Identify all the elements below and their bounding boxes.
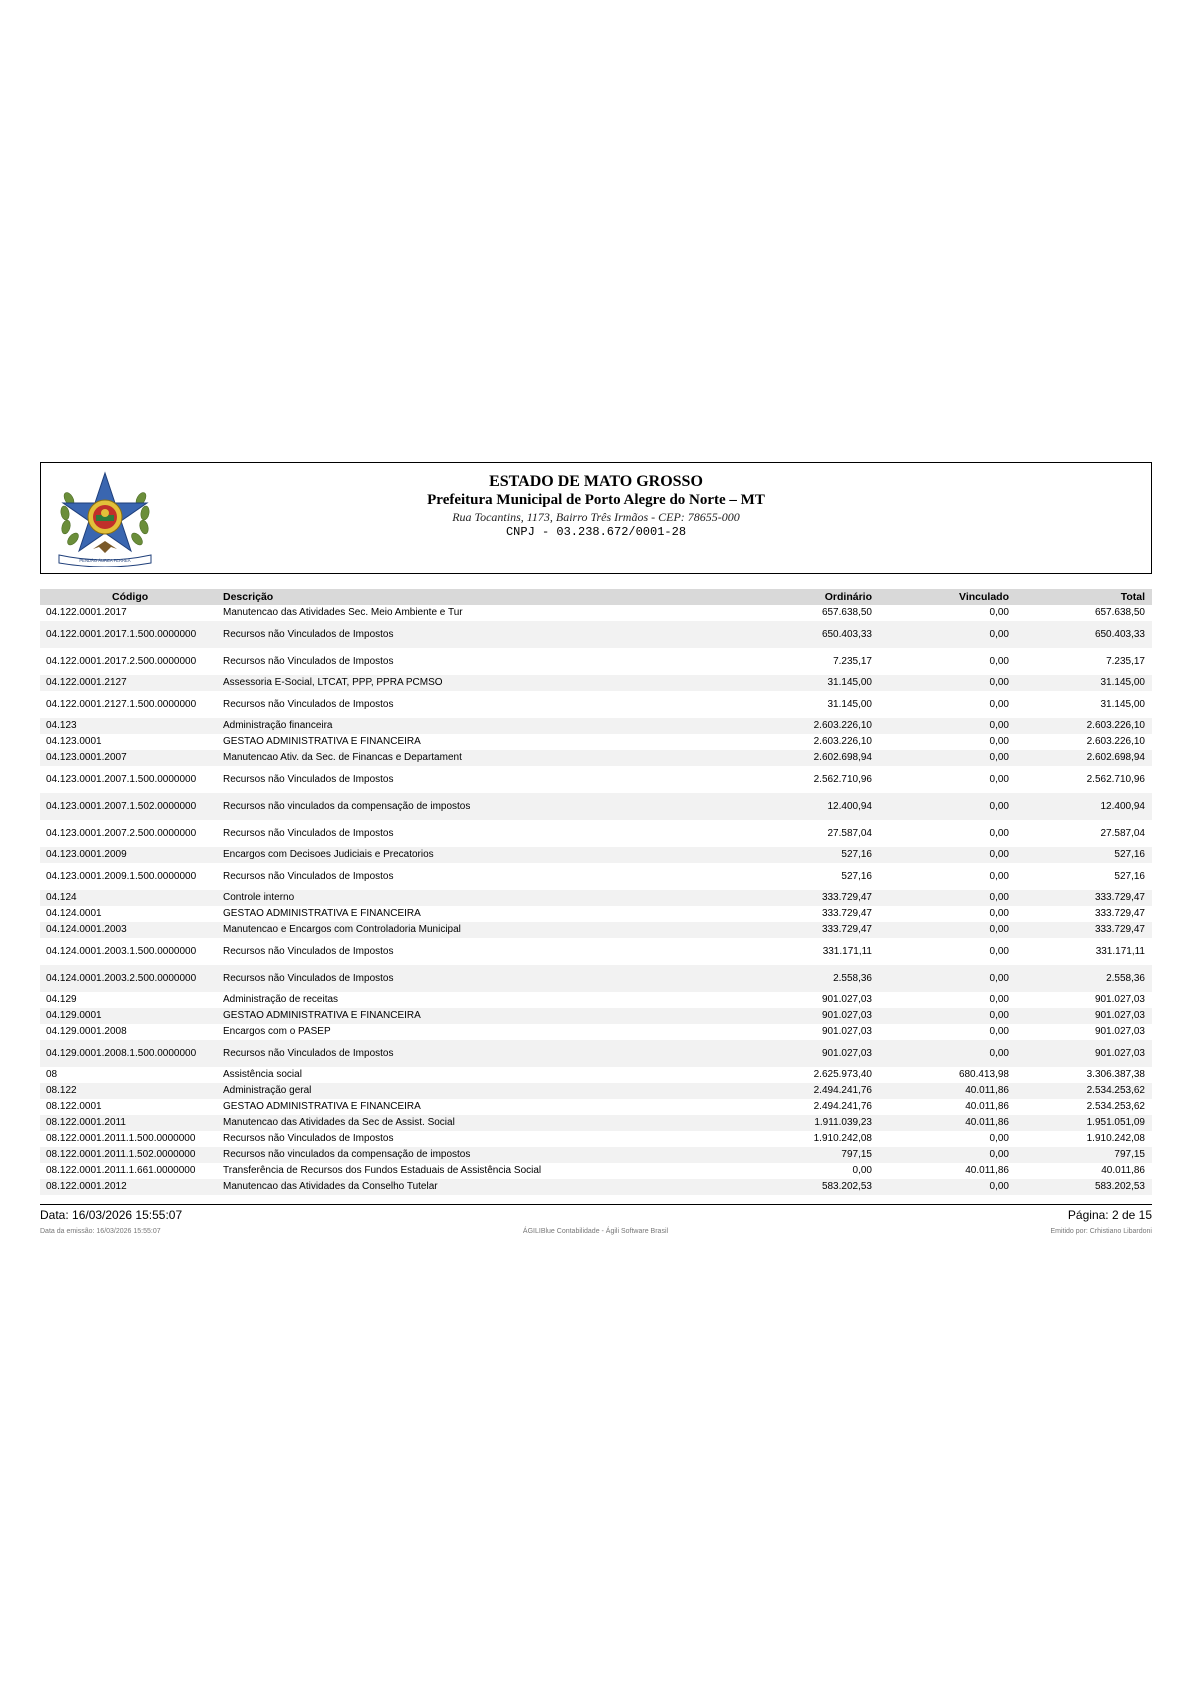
- row-total: 901.027,03: [1094, 1026, 1145, 1037]
- row-linked: 0,00: [989, 924, 1009, 935]
- row-ordinary: 333.729,47: [821, 908, 872, 919]
- row-description: Assistência social: [223, 1069, 302, 1080]
- row-linked: 0,00: [989, 1181, 1009, 1192]
- row-total: 27.587,04: [1100, 828, 1145, 839]
- table-row: [40, 1008, 1152, 1024]
- row-code: 08: [46, 1069, 58, 1080]
- row-total: 2.534.253,62: [1086, 1101, 1145, 1112]
- row-description: Manutencao das Atividades da Sec de Assist. Social: [223, 1117, 455, 1128]
- table-row: [40, 750, 1152, 766]
- row-description: Recursos não vinculados da compensação de impostos: [223, 801, 471, 812]
- table-row: [40, 734, 1152, 750]
- row-code: 04.124.0001.2003: [46, 924, 127, 935]
- row-description: Recursos não Vinculados de Impostos: [223, 871, 394, 882]
- row-linked: 0,00: [989, 1149, 1009, 1160]
- row-code: 04.129.0001.2008.1.500.0000000: [46, 1048, 197, 1059]
- state-name: ESTADO DE MATO GROSSO: [489, 473, 703, 490]
- table-row: [40, 793, 1152, 820]
- city-hall-name: Prefeitura Municipal de Porto Alegre do Norte – MT: [427, 492, 765, 508]
- row-total: 657.638,50: [1094, 607, 1145, 618]
- table-row: [40, 1040, 1152, 1067]
- row-description: Recursos não Vinculados de Impostos: [223, 699, 394, 710]
- table-row: [40, 648, 1152, 675]
- row-description: Administração geral: [223, 1085, 312, 1096]
- row-total: 2.558,36: [1106, 973, 1145, 984]
- row-linked: 0,00: [989, 699, 1009, 710]
- row-ordinary: 331.171,11: [822, 946, 872, 957]
- row-code: 08.122.0001.2012: [46, 1181, 127, 1192]
- row-total: 31.145,00: [1100, 677, 1145, 688]
- row-description: Administração de receitas: [223, 994, 339, 1005]
- row-ordinary: 901.027,03: [821, 1010, 872, 1021]
- table-row: [40, 691, 1152, 718]
- table-row: [40, 863, 1152, 890]
- row-code: 08.122.0001: [46, 1101, 102, 1112]
- row-ordinary: 527,16: [841, 849, 872, 860]
- row-linked: 0,00: [989, 736, 1009, 747]
- row-linked: 0,00: [989, 1048, 1009, 1059]
- row-linked: 40.011,86: [965, 1101, 1009, 1112]
- footer-date: Data: 16/03/2026 15:55:07: [40, 1208, 183, 1222]
- row-ordinary: 2.603.226,10: [813, 736, 872, 747]
- col-ordinary-header: Ordinário: [824, 591, 872, 603]
- row-linked: 0,00: [989, 871, 1009, 882]
- row-total: 2.603.226,10: [1086, 736, 1145, 747]
- row-code: 04.124.0001.2003.1.500.0000000: [46, 946, 197, 957]
- row-code: 04.122.0001.2017.1.500.0000000: [46, 629, 197, 640]
- table-row: [40, 1131, 1152, 1147]
- row-linked: 680.413,98: [958, 1069, 1009, 1080]
- row-total: 1.951.051,09: [1086, 1117, 1145, 1128]
- col-linked-header: Vinculado: [959, 591, 1009, 603]
- row-description: Recursos não Vinculados de Impostos: [223, 1048, 394, 1059]
- row-code: 04.122.0001.2017: [46, 607, 127, 618]
- row-linked: 0,00: [989, 1133, 1009, 1144]
- row-code: 04.123: [46, 720, 77, 731]
- row-code: 08.122.0001.2011.1.502.0000000: [46, 1149, 196, 1160]
- table-row: [40, 766, 1152, 793]
- row-total: 527,16: [1114, 849, 1145, 860]
- row-code: 04.124.0001.2003.2.500.0000000: [46, 973, 197, 984]
- row-description: Recursos não Vinculados de Impostos: [223, 1133, 394, 1144]
- row-description: Administração financeira: [223, 720, 333, 731]
- row-ordinary: 7.235,17: [833, 656, 872, 667]
- row-linked: 0,00: [989, 973, 1009, 984]
- row-description: Recursos não Vinculados de Impostos: [223, 656, 394, 667]
- row-code: 04.124.0001: [46, 908, 102, 919]
- row-linked: 0,00: [989, 994, 1009, 1005]
- row-description: Recursos não Vinculados de Impostos: [223, 946, 394, 957]
- row-total: 797,15: [1114, 1149, 1145, 1160]
- table-row: [40, 965, 1152, 992]
- row-ordinary: 2.603.226,10: [813, 720, 872, 731]
- table-body: [40, 605, 1152, 1195]
- table-row: [40, 1024, 1152, 1040]
- row-linked: 0,00: [989, 801, 1009, 812]
- row-total: 3.306.387,38: [1086, 1069, 1145, 1080]
- row-total: 1.910.242,08: [1086, 1133, 1145, 1144]
- table-row: [40, 718, 1152, 734]
- row-total: 12.400,94: [1100, 801, 1145, 812]
- row-code: 04.123.0001: [46, 736, 102, 747]
- table-row: [40, 1083, 1152, 1099]
- row-linked: 0,00: [989, 752, 1009, 763]
- row-linked: 0,00: [989, 828, 1009, 839]
- row-linked: 0,00: [989, 892, 1009, 903]
- row-ordinary: 2.494.241,76: [813, 1101, 872, 1112]
- row-ordinary: 527,16: [841, 871, 872, 882]
- table-row: [40, 922, 1152, 938]
- col-total-header: Total: [1120, 591, 1145, 603]
- row-ordinary: 901.027,03: [821, 1026, 872, 1037]
- row-code: 08.122.0001.2011: [46, 1117, 126, 1128]
- table-row: [40, 847, 1152, 863]
- row-description: GESTAO ADMINISTRATIVA E FINANCEIRA: [223, 908, 421, 919]
- row-description: GESTAO ADMINISTRATIVA E FINANCEIRA: [223, 736, 421, 747]
- emission-date: Data da emissão: 16/03/2026 15:55:07: [40, 1228, 161, 1235]
- col-description-header: Descrição: [223, 591, 274, 603]
- table-row: [40, 621, 1152, 648]
- row-total: 2.562.710,96: [1086, 774, 1145, 785]
- row-ordinary: 1.911.039,23: [814, 1117, 872, 1128]
- row-linked: 0,00: [989, 849, 1009, 860]
- table-row: [40, 820, 1152, 847]
- row-total: 2.602.698,94: [1086, 752, 1145, 763]
- row-code: 04.129.0001: [46, 1010, 102, 1021]
- row-ordinary: 901.027,03: [821, 1048, 872, 1059]
- table-row: [40, 675, 1152, 691]
- row-total: 583.202,53: [1094, 1181, 1145, 1192]
- row-ordinary: 31.145,00: [827, 677, 872, 688]
- row-linked: 0,00: [989, 677, 1009, 688]
- row-description: Manutencao e Encargos com Controladoria Municipal: [223, 924, 461, 935]
- row-description: Recursos não Vinculados de Impostos: [223, 828, 394, 839]
- row-code: 04.123.0001.2009.1.500.0000000: [46, 871, 197, 882]
- row-ordinary: 2.562.710,96: [813, 774, 872, 785]
- row-total: 527,16: [1114, 871, 1145, 882]
- row-description: Manutencao das Atividades da Conselho Tutelar: [223, 1181, 438, 1192]
- row-ordinary: 797,15: [841, 1149, 872, 1160]
- row-total: 333.729,47: [1094, 924, 1145, 935]
- row-ordinary: 901.027,03: [821, 994, 872, 1005]
- row-total: 2.603.226,10: [1086, 720, 1145, 731]
- row-total: 901.027,03: [1094, 1048, 1145, 1059]
- table-row: [40, 605, 1152, 621]
- row-ordinary: 27.587,04: [827, 828, 872, 839]
- row-linked: 0,00: [989, 720, 1009, 731]
- row-total: 2.534.253,62: [1086, 1085, 1145, 1096]
- row-linked: 0,00: [989, 656, 1009, 667]
- row-ordinary: 2.625.973,40: [813, 1069, 872, 1080]
- row-description: Manutencao Ativ. da Sec. de Financas e Departament: [223, 752, 462, 763]
- logo-ribbon-text: PENDÃO ÁUREA FERREA: [79, 558, 131, 563]
- row-linked: 0,00: [989, 908, 1009, 919]
- row-description: GESTAO ADMINISTRATIVA E FINANCEIRA: [223, 1101, 421, 1112]
- row-total: 901.027,03: [1094, 994, 1145, 1005]
- row-linked: 40.011,86: [965, 1117, 1009, 1128]
- row-code: 04.123.0001.2007: [46, 752, 127, 763]
- row-description: Manutencao das Atividades Sec. Meio Ambiente e Tur: [223, 607, 463, 618]
- table-row: [40, 1163, 1152, 1179]
- table-row: [40, 1147, 1152, 1163]
- row-code: 08.122.0001.2011.1.500.0000000: [46, 1133, 196, 1144]
- header-text: [41, 472, 1151, 539]
- row-description: Recursos não vinculados da compensação de impostos: [223, 1149, 471, 1160]
- row-code: 08.122: [46, 1085, 77, 1096]
- table-row: [40, 992, 1152, 1008]
- row-code: 04.129: [46, 994, 77, 1005]
- row-ordinary: 1.910.242,08: [813, 1133, 872, 1144]
- row-ordinary: 333.729,47: [821, 892, 872, 903]
- row-ordinary: 583.202,53: [821, 1181, 872, 1192]
- address: Rua Tocantins, 1173, Bairro Três Irmãos - CEP: 78655-000: [452, 510, 740, 524]
- row-description: Controle interno: [223, 892, 295, 903]
- row-linked: 0,00: [989, 629, 1009, 640]
- table-row: [40, 938, 1152, 965]
- cnpj: CNPJ - 03.238.672/0001-28: [505, 525, 687, 539]
- row-ordinary: 12.400,94: [827, 801, 872, 812]
- row-linked: 0,00: [989, 607, 1009, 618]
- row-description: GESTAO ADMINISTRATIVA E FINANCEIRA: [223, 1010, 421, 1021]
- row-linked: 0,00: [989, 1026, 1009, 1037]
- row-description: Recursos não Vinculados de Impostos: [223, 629, 394, 640]
- table-row: [40, 906, 1152, 922]
- row-description: Recursos não Vinculados de Impostos: [223, 973, 394, 984]
- row-ordinary: 2.558,36: [833, 973, 872, 984]
- row-total: 333.729,47: [1094, 908, 1145, 919]
- row-ordinary: 2.494.241,76: [813, 1085, 872, 1096]
- row-linked: 0,00: [989, 946, 1009, 957]
- row-linked: 40.011,86: [965, 1085, 1009, 1096]
- software-name: ÁGILIBlue Contabilidade - Ágili Software Brasil: [522, 1228, 669, 1235]
- row-ordinary: 333.729,47: [821, 924, 872, 935]
- row-total: 331.171,11: [1095, 946, 1145, 957]
- table-row: [40, 1099, 1152, 1115]
- row-ordinary: 31.145,00: [827, 699, 872, 710]
- row-ordinary: 657.638,50: [821, 607, 872, 618]
- row-total: 7.235,17: [1106, 656, 1145, 667]
- table-header: [40, 589, 1152, 605]
- row-code: 04.129.0001.2008: [46, 1026, 127, 1037]
- report-header: [40, 462, 1152, 574]
- row-ordinary: 650.403,33: [821, 629, 872, 640]
- row-code: 04.123.0001.2009: [46, 849, 127, 860]
- table-row: [40, 1115, 1152, 1131]
- budget-table: [40, 589, 1152, 1195]
- table-row: [40, 1179, 1152, 1195]
- row-code: 04.124: [46, 892, 77, 903]
- row-ordinary: 0,00: [852, 1165, 872, 1176]
- row-total: 40.011,86: [1101, 1165, 1145, 1176]
- page-number: Página: 2 de 15: [1067, 1208, 1152, 1222]
- row-total: 31.145,00: [1100, 699, 1145, 710]
- footer-divider: [40, 1204, 1152, 1205]
- row-linked: 40.011,86: [965, 1165, 1009, 1176]
- issued-by: Emitido por: Crhistiano Libardoni: [1050, 1228, 1152, 1235]
- row-total: 901.027,03: [1094, 1010, 1145, 1021]
- row-description: Encargos com Decisoes Judiciais e Precatorios: [223, 849, 434, 860]
- row-description: Recursos não Vinculados de Impostos: [223, 774, 394, 785]
- row-description: Assessoria E-Social, LTCAT, PPP, PPRA PCMSO: [223, 677, 443, 688]
- row-total: 650.403,33: [1094, 629, 1145, 640]
- table-row: [40, 890, 1152, 906]
- row-code: 04.123.0001.2007.1.502.0000000: [46, 801, 197, 812]
- row-code: 04.122.0001.2017.2.500.0000000: [46, 656, 197, 667]
- row-ordinary: 2.602.698,94: [813, 752, 872, 763]
- col-code-header: Código: [112, 591, 149, 603]
- row-code: 04.123.0001.2007.2.500.0000000: [46, 828, 197, 839]
- row-description: Transferência de Recursos dos Fundos Estaduais de Assistência Social: [223, 1165, 542, 1176]
- row-linked: 0,00: [989, 1010, 1009, 1021]
- table-row: [40, 1067, 1152, 1083]
- row-description: Encargos com o PASEP: [223, 1026, 331, 1037]
- row-total: 333.729,47: [1094, 892, 1145, 903]
- row-linked: 0,00: [989, 774, 1009, 785]
- row-code: 04.122.0001.2127.1.500.0000000: [46, 699, 197, 710]
- row-code: 04.123.0001.2007.1.500.0000000: [46, 774, 197, 785]
- row-code: 04.122.0001.2127: [46, 677, 127, 688]
- row-code: 08.122.0001.2011.1.661.0000000: [46, 1165, 196, 1176]
